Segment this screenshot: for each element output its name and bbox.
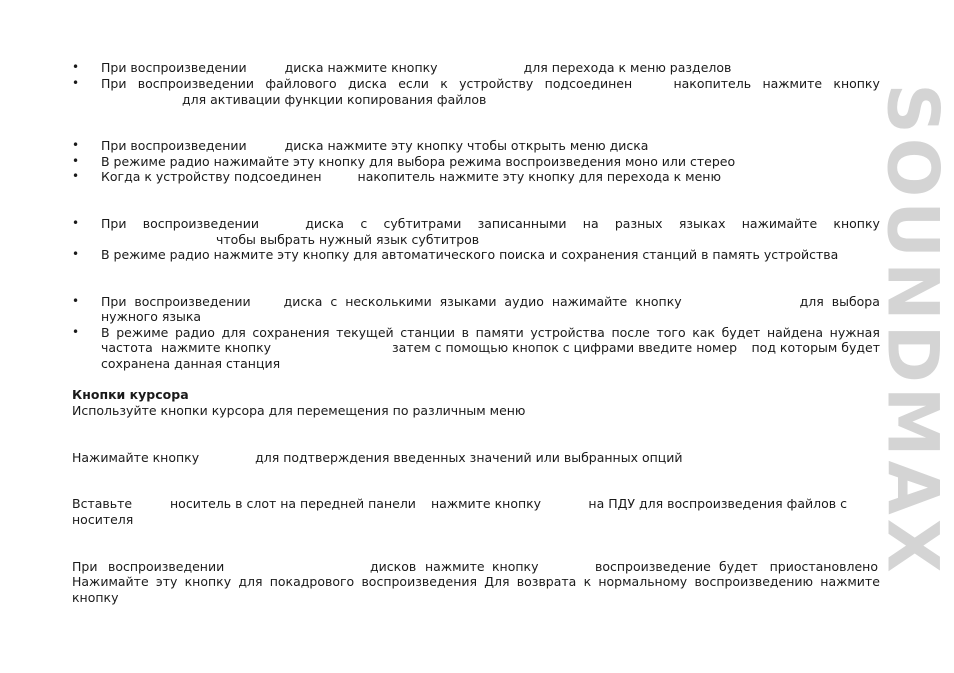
word: диска: [305, 216, 345, 231]
word: Нажимайте: [72, 574, 149, 589]
word: если: [398, 76, 429, 91]
section-heading: Кнопки курсора: [72, 387, 189, 402]
word: нажмите: [425, 559, 485, 574]
word: накопитель: [673, 76, 752, 91]
b4-line3: [101, 325, 880, 340]
word: языками: [439, 294, 497, 309]
cursor-text: Используйте кнопки курсора для перемещения по различным меню: [72, 403, 526, 418]
text-segment: частота: [101, 340, 153, 355]
enter-text: [72, 450, 683, 465]
word: будет: [719, 559, 758, 574]
word: для: [221, 325, 246, 340]
word: устройства: [530, 325, 605, 340]
b2-line3: [101, 169, 721, 184]
pause-line2: [72, 574, 880, 589]
word: кнопку: [635, 294, 682, 309]
text-segment: диска нажмите эту кнопку чтобы открыть меню диска: [284, 138, 649, 153]
text-segment: Вставьте: [72, 496, 133, 511]
word: При: [72, 559, 98, 574]
bullet-marker: •: [72, 169, 80, 183]
text-segment: При воспроизведении: [101, 60, 247, 75]
word: с: [330, 294, 338, 309]
text-segment: диска нажмите кнопку: [284, 60, 438, 75]
word: воспроизведении: [134, 294, 251, 309]
word: возврата: [516, 574, 577, 589]
text-segment: под которым будет: [751, 340, 880, 355]
word: как: [692, 325, 715, 340]
b3-line1: [101, 216, 880, 231]
word: будет: [721, 325, 761, 340]
word: подсоединен: [544, 76, 633, 91]
bullet-marker: •: [72, 294, 80, 308]
text-segment: затем с помощью кнопок с цифрами введите номер: [392, 340, 738, 355]
word: покадрового: [269, 574, 355, 589]
text-segment: накопитель нажмите эту кнопку для перехода к меню: [357, 169, 721, 184]
bullet-marker: •: [72, 216, 80, 230]
word: для: [799, 294, 824, 309]
b1-line2: [101, 76, 880, 91]
word: При: [101, 294, 127, 309]
bullet-marker: •: [72, 154, 80, 168]
word: в: [461, 325, 469, 340]
text-segment: для подтверждения введенных значений или выбранных опций: [255, 450, 683, 465]
word: кнопку: [833, 216, 880, 231]
word: режиме: [116, 325, 169, 340]
word: разных: [614, 216, 663, 231]
text-segment: При воспроизведении: [101, 138, 247, 153]
word: диска: [348, 76, 387, 91]
text-segment: на ПДУ для воспроизведения файлов с: [588, 496, 847, 511]
bullet-marker: •: [72, 76, 80, 90]
word: кнопку: [184, 574, 232, 589]
word: к: [583, 574, 592, 589]
pause-line3: кнопку: [72, 590, 119, 605]
word: текущей: [336, 325, 394, 340]
word: субтитрами: [383, 216, 462, 231]
bullet-marker: •: [72, 60, 80, 74]
word: дисков: [370, 559, 417, 574]
text-segment: для перехода к меню разделов: [523, 60, 732, 75]
brand-watermark: [872, 40, 954, 620]
word: к: [440, 76, 448, 91]
word: несколькими: [345, 294, 432, 309]
text-segment: Когда к устройству подсоединен: [101, 169, 322, 184]
word: того: [656, 325, 686, 340]
word: найдена: [766, 325, 824, 340]
word: нажмите: [820, 574, 880, 589]
word: радио: [174, 325, 215, 340]
b4-line1: [101, 294, 880, 309]
word: эту: [155, 574, 178, 589]
word: на: [582, 216, 599, 231]
b2-line2: В режиме радио нажимайте эту кнопку для выбора режима воспроизведения моно или стерео: [101, 154, 736, 169]
word: воспроизведения: [361, 574, 478, 589]
word: воспроизведении: [137, 76, 255, 91]
b4-line5: сохранена данная станция: [101, 356, 281, 371]
word: после: [611, 325, 650, 340]
word: сохранения: [252, 325, 330, 340]
word: выбора: [831, 294, 880, 309]
word: В: [101, 325, 110, 340]
bullet-marker: •: [72, 325, 80, 339]
b2-line1: [101, 138, 648, 153]
text-segment: Нажимайте кнопку: [72, 450, 200, 465]
word: приостановлено: [769, 559, 878, 574]
b1-line3: для активации функции копирования файлов: [182, 92, 487, 107]
word: памяти: [475, 325, 524, 340]
word: нажимайте: [741, 216, 818, 231]
word: нажмите: [762, 76, 823, 91]
word: нормальному: [598, 574, 688, 589]
word: диска: [283, 294, 323, 309]
word: языках: [678, 216, 726, 231]
b4-line2: нужного языка: [101, 309, 202, 324]
word: воспроизведение: [595, 559, 711, 574]
bullet-marker: •: [72, 247, 80, 261]
b3-line2: чтобы выбрать нужный язык субтитров: [216, 232, 480, 247]
bullet-marker: •: [72, 138, 80, 152]
word: воспроизведению: [694, 574, 814, 589]
word: кнопку: [492, 559, 539, 574]
insert-line2: носителя: [72, 512, 134, 527]
word: При: [101, 216, 127, 231]
word: нужная: [829, 325, 880, 340]
b1-line1: [101, 60, 731, 75]
word: для: [238, 574, 263, 589]
brand-logo-text: SOUNDMAX: [872, 83, 954, 577]
word: аудио: [504, 294, 544, 309]
word: записанными: [477, 216, 567, 231]
text-segment: нажмите кнопку: [161, 340, 272, 355]
text-segment: носитель в слот на передней панели: [170, 496, 416, 511]
word: кнопку: [833, 76, 880, 91]
word: При: [101, 76, 127, 91]
word: файлового: [265, 76, 337, 91]
word: воспроизведении: [142, 216, 259, 231]
word: воспроизведении: [108, 559, 225, 574]
word: Для: [484, 574, 510, 589]
word: нажимайте: [551, 294, 628, 309]
word: устройству: [459, 76, 534, 91]
b3-line3: В режиме радио нажмите эту кнопку для автоматического поиска и сохранения станций в память устройства: [101, 247, 839, 262]
text-segment: нажмите кнопку: [431, 496, 542, 511]
word: станции: [400, 325, 456, 340]
word: с: [360, 216, 368, 231]
